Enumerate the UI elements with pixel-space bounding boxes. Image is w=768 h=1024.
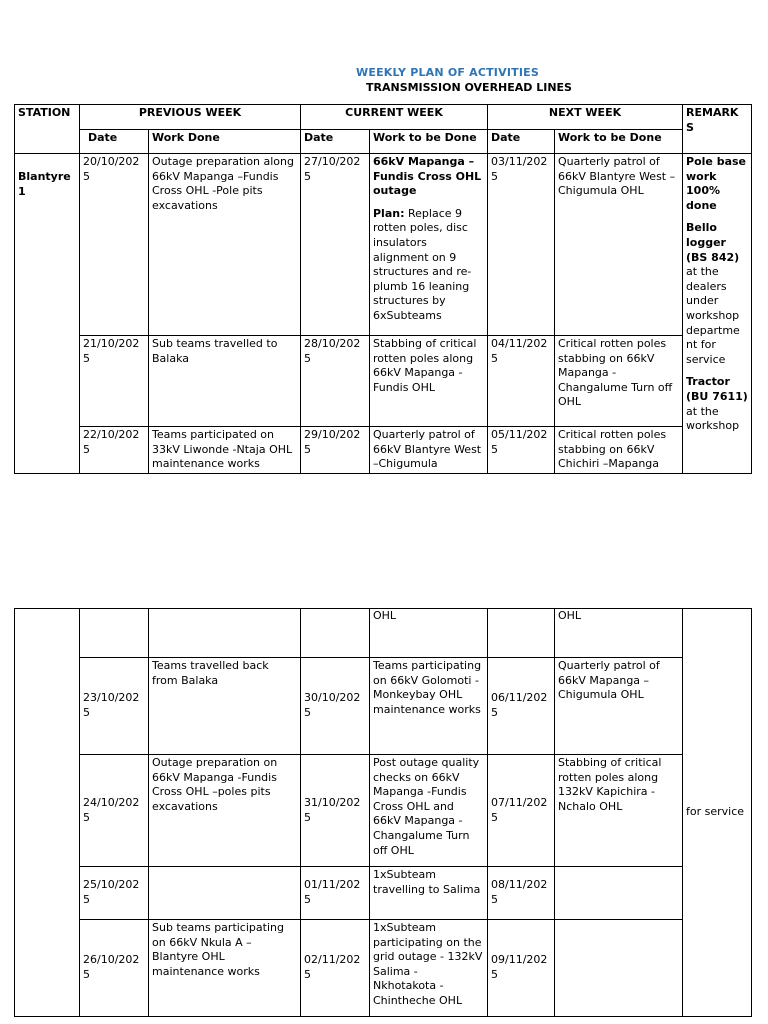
cur-date-cell: 30/10/2025	[301, 658, 370, 755]
table-row	[15, 336, 752, 427]
next-work-cell: Critical rotten poles stabbing on 66kV Mapanga - Changalume Turn off OHL	[555, 336, 683, 427]
table-row	[15, 867, 752, 920]
header-remarks: REMARK S	[683, 105, 752, 154]
prev-work-cell: Outage preparation on 66kV Mapanga -Fundis Cross OHL –poles pits excavations	[149, 755, 301, 867]
cur-date-cell: 02/11/2025	[301, 920, 370, 1017]
next-work-cell: Critical rotten poles stabbing on 66kV Chichiri –Mapanga	[555, 427, 683, 474]
next-date-cell: 03/11/2025	[488, 154, 555, 336]
table-row	[15, 755, 752, 867]
header-cur-work: Work to be Done	[370, 130, 488, 154]
cur-work-cell: 1xSubteam participating on the grid outage - 132kV Salima - Nkhotakota - Chintheche OHL	[370, 920, 488, 1017]
next-date-cell: 08/11/2025	[488, 867, 555, 920]
next-work-cell	[555, 867, 683, 920]
plan-text: Replace 9 rotten poles, disc insulators alignment on 9 structures and re-plumb 16 leaning structures by 6xSubteams	[373, 206, 472, 322]
cur-work-cell: Post outage quality checks on 66kV Mapanga -Fundis Cross OHL and 66kV Mapanga - Changalume Turn off OHL	[370, 755, 488, 867]
prev-work-cell: Outage preparation along 66kV Mapanga –Fundis Cross OHL -Pole pits excavations	[149, 154, 301, 336]
activities-table-page1	[14, 104, 752, 474]
remark-pole-base: Pole base work 100% done	[686, 155, 746, 212]
prev-date-cell: 22/10/2025	[80, 427, 149, 474]
next-work-cell: OHL	[555, 609, 683, 658]
header-cur-date: Date	[301, 130, 370, 154]
header-next-work: Work to be Done	[555, 130, 683, 154]
next-date-cell: 06/11/2025	[488, 658, 555, 755]
prev-work-cell: Teams participated on 33kV Liwonde -Ntaja OHL maintenance works	[149, 427, 301, 474]
cur-date-cell: 27/10/2025	[301, 154, 370, 336]
cur-date-cell	[301, 609, 370, 658]
prev-date-cell: 21/10/2025	[80, 336, 149, 427]
plan-label: Plan:	[373, 206, 405, 220]
prev-date-cell	[80, 609, 149, 658]
cur-date-cell: 01/11/2025	[301, 867, 370, 920]
remarks-cell-continued: for service	[683, 609, 752, 1017]
prev-date-cell: 26/10/2025	[80, 920, 149, 1017]
prev-work-cell: Sub teams travelled to Balaka	[149, 336, 301, 427]
remark-tractor-bold: Tractor (BU 7611)	[686, 375, 748, 403]
outage-title: 66kV Mapanga – Fundis Cross OHL outage	[373, 155, 482, 198]
remark-bello-logger	[686, 221, 748, 367]
table-row	[15, 920, 752, 1017]
header-previous-week: PREVIOUS WEEK	[80, 105, 301, 130]
header-next-date: Date	[488, 130, 555, 154]
header-current-week: CURRENT WEEK	[301, 105, 488, 130]
remark-bello-text: at the dealers under workshop departme nt for service	[686, 265, 740, 366]
header-prev-date: Date	[80, 130, 149, 154]
cur-work-cell: OHL	[370, 609, 488, 658]
prev-work-cell: Teams travelled back from Balaka	[149, 658, 301, 755]
cur-work-cell: Quarterly patrol of 66kV Blantyre West –Chigumula	[370, 427, 488, 474]
next-work-cell: Stabbing of critical rotten poles along 132kV Kapichira - Nchalo OHL	[555, 755, 683, 867]
prev-work-cell	[149, 867, 301, 920]
cur-work-cell: Teams participating on 66kV Golomoti - Monkeybay OHL maintenance works	[370, 658, 488, 755]
cur-date-cell: 31/10/2025	[301, 755, 370, 867]
cur-date-cell: 28/10/2025	[301, 336, 370, 427]
header-station: STATION	[15, 105, 80, 154]
cur-date-cell: 29/10/2025	[301, 427, 370, 474]
cur-work-cell: 1xSubteam travelling to Salima	[370, 867, 488, 920]
activities-table-page2	[14, 608, 752, 1017]
prev-date-cell: 20/10/2025	[80, 154, 149, 336]
prev-work-cell: Sub teams participating on 66kV Nkula A – Blantyre OHL maintenance works	[149, 920, 301, 1017]
cur-work-cell: Stabbing of critical rotten poles along 66kV Mapanga - Fundis OHL	[370, 336, 488, 427]
prev-date-cell: 25/10/2025	[80, 867, 149, 920]
next-work-cell	[555, 920, 683, 1017]
document-title: WEEKLY PLAN OF ACTIVITIES	[356, 66, 539, 79]
document-subtitle: TRANSMISSION OVERHEAD LINES	[366, 81, 572, 94]
station-cell-continued	[15, 609, 80, 1017]
remark-tractor	[686, 375, 748, 433]
next-date-cell: 04/11/2025	[488, 336, 555, 427]
station-cell: Blantyre 1	[15, 154, 80, 474]
table-row	[15, 154, 752, 336]
remark-tractor-text: at the workshop	[686, 404, 740, 433]
table-row	[15, 609, 752, 658]
next-date-cell: 09/11/2025	[488, 920, 555, 1017]
prev-date-cell: 23/10/2025	[80, 658, 149, 755]
next-work-cell: Quarterly patrol of 66kV Blantyre West –Chigumula OHL	[555, 154, 683, 336]
prev-date-cell: 24/10/2025	[80, 755, 149, 867]
next-date-cell: 05/11/2025	[488, 427, 555, 474]
prev-work-cell	[149, 609, 301, 658]
remarks-cell	[683, 154, 752, 474]
table-row	[15, 658, 752, 755]
cur-work-cell	[370, 154, 488, 336]
header-next-week: NEXT WEEK	[488, 105, 683, 130]
next-date-cell	[488, 609, 555, 658]
next-date-cell: 07/11/2025	[488, 755, 555, 867]
remark-bello-bold: Bello logger (BS 842)	[686, 221, 740, 264]
outage-plan	[373, 207, 484, 324]
next-work-cell: Quarterly patrol of 66kV Mapanga – Chigumula OHL	[555, 658, 683, 755]
header-work-done: Work Done	[149, 130, 301, 154]
table-row	[15, 427, 752, 474]
